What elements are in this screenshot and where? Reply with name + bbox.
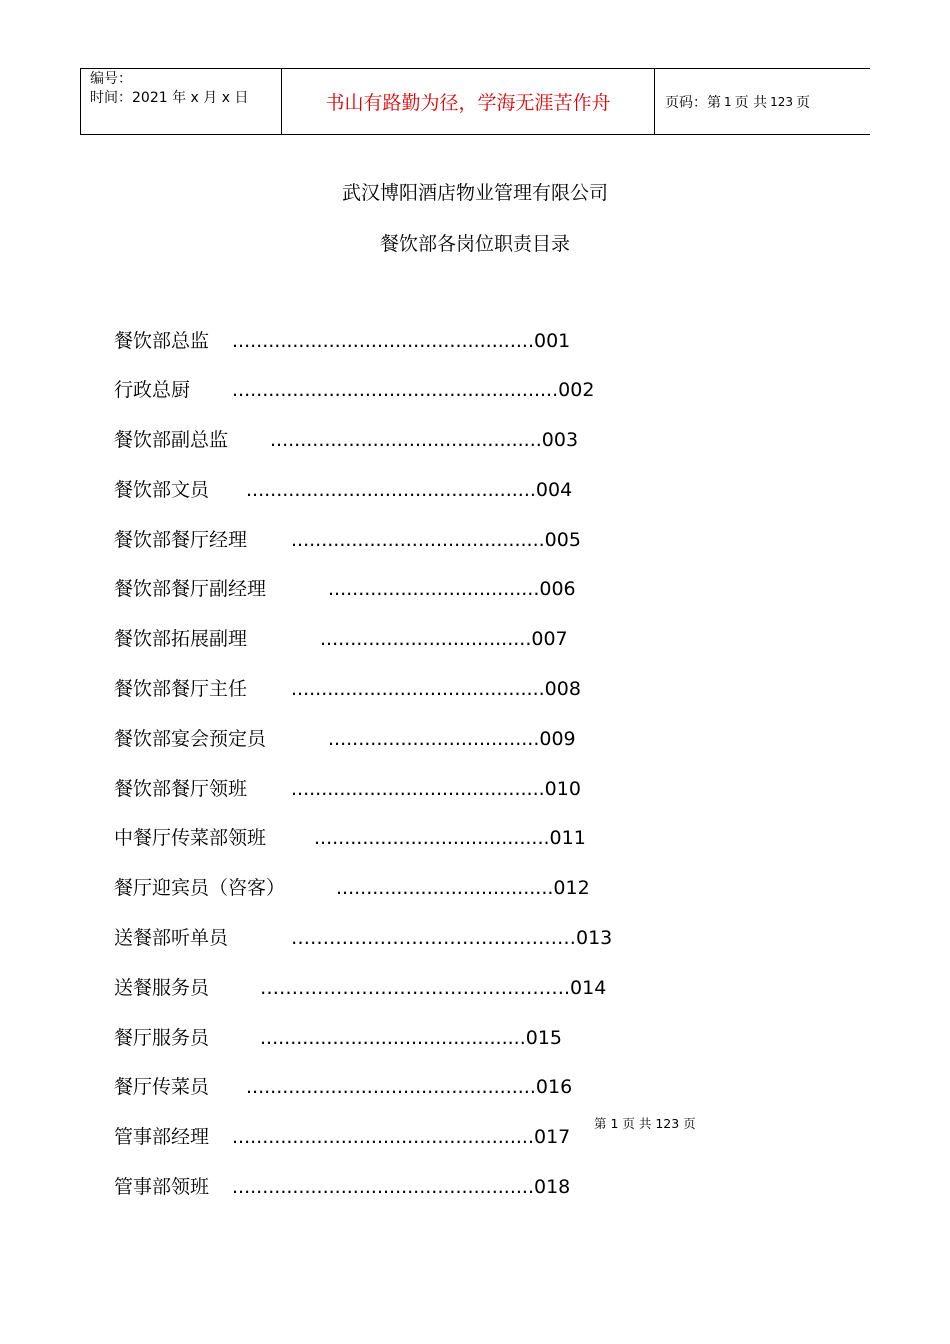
toc-entry-label: 餐厅迎宾员（咨客） — [114, 877, 286, 899]
toc-entry-leader: ................................................004 — [246, 479, 573, 501]
number-label: 编号： — [90, 71, 132, 87]
toc-entry-label: 餐饮部餐厅经理 — [114, 529, 248, 551]
toc-entry[interactable] — [114, 876, 590, 900]
toc-entry[interactable] — [114, 627, 568, 651]
toc-entry-label: 餐饮部总监 — [114, 330, 210, 352]
toc-entry[interactable] — [114, 777, 581, 801]
toc-entry-leader: .............................................003 — [270, 429, 579, 451]
toc-entry[interactable] — [114, 1175, 571, 1199]
page-total: 123 — [770, 94, 793, 109]
toc-entry-leader: ...................................007 — [320, 628, 568, 650]
toc-entry-leader: ......................................................002 — [232, 379, 595, 401]
toc-entry-label: 餐饮部餐厅副经理 — [114, 578, 267, 600]
toc-entry[interactable] — [114, 478, 573, 502]
toc-entry[interactable] — [114, 1075, 573, 1099]
page-middle: 页 共 — [734, 94, 768, 111]
toc-entry[interactable] — [114, 378, 595, 402]
toc-entry-leader: ..................................................018 — [232, 1176, 571, 1198]
document-header-table — [80, 68, 870, 135]
page-suffix: 页 — [796, 94, 810, 111]
toc-entry-leader: .......................................011 — [314, 827, 586, 849]
toc-entry[interactable] — [114, 926, 613, 950]
toc-entry-label: 餐饮部餐厅主任 — [114, 678, 248, 700]
toc-entry-label: 餐厅服务员 — [114, 1027, 210, 1049]
toc-entry-label: 管事部经理 — [114, 1126, 210, 1148]
toc-entry-leader: ....................................012 — [336, 877, 590, 899]
toc-entry[interactable] — [114, 528, 581, 552]
toc-entry-leader: ………………………………………….014 — [260, 977, 607, 999]
page-current: 1 — [724, 94, 732, 109]
toc-entry-label: 餐厅传菜员 — [114, 1076, 210, 1098]
toc-entry-label: 餐饮部拓展副理 — [114, 628, 248, 650]
toc-entry[interactable] — [114, 329, 571, 353]
toc-entry[interactable] — [114, 826, 586, 850]
toc-entry-leader: ..........................................010 — [291, 778, 581, 800]
toc-entry-leader: ..................................................001 — [232, 330, 571, 352]
toc-entry[interactable] — [114, 1026, 563, 1050]
toc-entry-leader: ............................................015 — [260, 1027, 563, 1049]
page-indicator-cell — [655, 69, 870, 134]
toc-entry-leader: ..........................................008 — [291, 678, 581, 700]
toc-entry-label: 餐饮部副总监 — [114, 429, 229, 451]
toc-entry-label: 送餐服务员 — [114, 977, 210, 999]
header-meta-cell — [81, 69, 282, 134]
toc-entry-label: 餐饮部餐厅领班 — [114, 778, 248, 800]
page-prefix: 页码：第 — [665, 94, 721, 111]
toc-entry[interactable] — [114, 428, 579, 452]
toc-entry-leader: ………………………………………013 — [291, 927, 613, 949]
toc-entry-leader: ..........................................005 — [291, 529, 581, 551]
toc-entry[interactable] — [114, 1125, 571, 1149]
page-footer: 第 1 页 共 123 页 — [594, 1116, 696, 1131]
toc-entry[interactable] — [114, 976, 607, 1000]
date-label: 时间：2021 年 x 月 x 日 — [90, 90, 249, 106]
toc-entry-leader: ................................................016 — [246, 1076, 573, 1098]
toc-entry-label: 餐饮部文员 — [114, 479, 210, 501]
company-title: 武汉博阳酒店物业管理有限公司 — [341, 182, 608, 204]
motto-cell — [282, 69, 655, 134]
toc-title: 餐饮部各岗位职责目录 — [379, 233, 570, 255]
toc-entry-leader: ...................................009 — [328, 728, 576, 750]
toc-entry[interactable] — [114, 577, 576, 601]
toc-entry-leader: ...................................006 — [328, 578, 576, 600]
toc-entry-label: 餐饮部宴会预定员 — [114, 728, 267, 750]
toc-entry-label: 中餐厅传菜部领班 — [114, 827, 267, 849]
toc-entry-label: 送餐部听单员 — [114, 927, 229, 949]
toc-entry-label: 行政总厨 — [114, 379, 191, 401]
toc-entry-leader: ..................................................017 — [232, 1126, 571, 1148]
motto-text: 书山有路勤为径，学海无涯苦作舟 — [325, 92, 611, 114]
toc-entry[interactable] — [114, 727, 576, 751]
toc-entry[interactable] — [114, 677, 581, 701]
toc-entry-label: 管事部领班 — [114, 1176, 210, 1198]
